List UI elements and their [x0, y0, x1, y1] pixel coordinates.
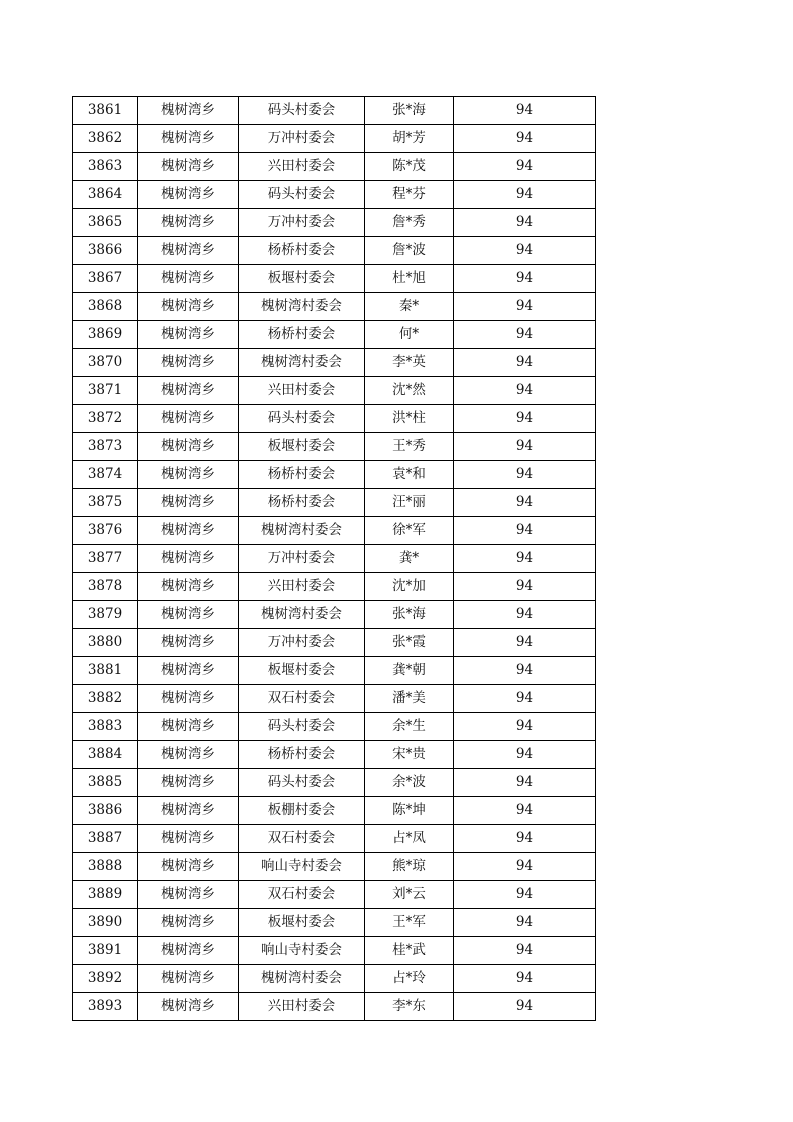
- village-committee-cell: 双石村委会: [239, 685, 365, 713]
- person-name-cell: 詹*秀: [365, 209, 454, 237]
- township-cell: 槐树湾乡: [138, 545, 239, 573]
- score-cell: 94: [454, 629, 596, 657]
- township-cell: 槐树湾乡: [138, 349, 239, 377]
- village-committee-cell: 板堰村委会: [239, 909, 365, 937]
- township-cell: 槐树湾乡: [138, 685, 239, 713]
- township-cell: 槐树湾乡: [138, 153, 239, 181]
- village-committee-cell: 槐树湾村委会: [239, 965, 365, 993]
- village-committee-cell: 槐树湾村委会: [239, 293, 365, 321]
- row-number-cell: 3865: [73, 209, 138, 237]
- score-cell: 94: [454, 433, 596, 461]
- person-name-cell: 詹*波: [365, 237, 454, 265]
- table-row: [73, 433, 596, 461]
- table-row: [73, 853, 596, 881]
- row-number-cell: 3879: [73, 601, 138, 629]
- table-row: [73, 657, 596, 685]
- village-committee-cell: 万冲村委会: [239, 629, 365, 657]
- township-cell: 槐树湾乡: [138, 993, 239, 1021]
- village-committee-cell: 双石村委会: [239, 881, 365, 909]
- table-row: [73, 321, 596, 349]
- person-name-cell: 陈*茂: [365, 153, 454, 181]
- person-name-cell: 占*凤: [365, 825, 454, 853]
- score-cell: 94: [454, 489, 596, 517]
- village-committee-cell: 杨桥村委会: [239, 237, 365, 265]
- score-cell: 94: [454, 461, 596, 489]
- village-committee-cell: 杨桥村委会: [239, 321, 365, 349]
- table-row: [73, 601, 596, 629]
- row-number-cell: 3883: [73, 713, 138, 741]
- village-committee-cell: 兴田村委会: [239, 573, 365, 601]
- person-name-cell: 占*玲: [365, 965, 454, 993]
- township-cell: 槐树湾乡: [138, 405, 239, 433]
- village-committee-cell: 槐树湾村委会: [239, 601, 365, 629]
- village-committee-cell: 板堰村委会: [239, 657, 365, 685]
- table-row: [73, 237, 596, 265]
- person-name-cell: 余*生: [365, 713, 454, 741]
- village-committee-cell: 杨桥村委会: [239, 741, 365, 769]
- table-row: [73, 825, 596, 853]
- table-row: [73, 769, 596, 797]
- score-cell: 94: [454, 237, 596, 265]
- score-cell: 94: [454, 349, 596, 377]
- table-row: [73, 125, 596, 153]
- township-cell: 槐树湾乡: [138, 293, 239, 321]
- row-number-cell: 3867: [73, 265, 138, 293]
- score-cell: 94: [454, 797, 596, 825]
- row-number-cell: 3880: [73, 629, 138, 657]
- row-number-cell: 3863: [73, 153, 138, 181]
- township-cell: 槐树湾乡: [138, 853, 239, 881]
- score-cell: 94: [454, 909, 596, 937]
- township-cell: 槐树湾乡: [138, 461, 239, 489]
- row-number-cell: 3871: [73, 377, 138, 405]
- score-cell: 94: [454, 937, 596, 965]
- row-number-cell: 3885: [73, 769, 138, 797]
- row-number-cell: 3892: [73, 965, 138, 993]
- village-committee-cell: 槐树湾村委会: [239, 517, 365, 545]
- table-row: [73, 265, 596, 293]
- township-cell: 槐树湾乡: [138, 573, 239, 601]
- village-committee-cell: 杨桥村委会: [239, 489, 365, 517]
- table-row: [73, 517, 596, 545]
- score-cell: 94: [454, 181, 596, 209]
- score-cell: 94: [454, 293, 596, 321]
- row-number-cell: 3882: [73, 685, 138, 713]
- table-row: [73, 377, 596, 405]
- person-name-cell: 张*海: [365, 601, 454, 629]
- township-cell: 槐树湾乡: [138, 237, 239, 265]
- township-cell: 槐树湾乡: [138, 937, 239, 965]
- person-name-cell: 龚*: [365, 545, 454, 573]
- village-committee-cell: 响山寺村委会: [239, 937, 365, 965]
- village-committee-cell: 兴田村委会: [239, 993, 365, 1021]
- township-cell: 槐树湾乡: [138, 909, 239, 937]
- township-cell: 槐树湾乡: [138, 601, 239, 629]
- score-cell: 94: [454, 153, 596, 181]
- township-cell: 槐树湾乡: [138, 321, 239, 349]
- score-cell: 94: [454, 601, 596, 629]
- person-name-cell: 余*波: [365, 769, 454, 797]
- person-name-cell: 徐*军: [365, 517, 454, 545]
- village-committee-cell: 万冲村委会: [239, 125, 365, 153]
- table-row: [73, 741, 596, 769]
- person-name-cell: 胡*芳: [365, 125, 454, 153]
- score-cell: 94: [454, 125, 596, 153]
- table-row: [73, 965, 596, 993]
- score-cell: 94: [454, 265, 596, 293]
- row-number-cell: 3866: [73, 237, 138, 265]
- township-cell: 槐树湾乡: [138, 265, 239, 293]
- row-number-cell: 3873: [73, 433, 138, 461]
- table-row: [73, 489, 596, 517]
- table-row: [73, 881, 596, 909]
- village-committee-cell: 码头村委会: [239, 97, 365, 125]
- row-number-cell: 3888: [73, 853, 138, 881]
- row-number-cell: 3889: [73, 881, 138, 909]
- score-cell: 94: [454, 993, 596, 1021]
- table-row: [73, 629, 596, 657]
- score-cell: 94: [454, 545, 596, 573]
- score-cell: 94: [454, 825, 596, 853]
- table-row: [73, 349, 596, 377]
- person-name-cell: 张*海: [365, 97, 454, 125]
- table-row: [73, 573, 596, 601]
- village-committee-cell: 槐树湾村委会: [239, 349, 365, 377]
- village-committee-cell: 码头村委会: [239, 181, 365, 209]
- row-number-cell: 3861: [73, 97, 138, 125]
- township-cell: 槐树湾乡: [138, 657, 239, 685]
- row-number-cell: 3876: [73, 517, 138, 545]
- table-row: [73, 993, 596, 1021]
- score-cell: 94: [454, 517, 596, 545]
- table-row: [73, 181, 596, 209]
- table-row: [73, 937, 596, 965]
- row-number-cell: 3878: [73, 573, 138, 601]
- score-cell: 94: [454, 965, 596, 993]
- person-name-cell: 潘*美: [365, 685, 454, 713]
- person-name-cell: 沈*然: [365, 377, 454, 405]
- village-committee-cell: 板棚村委会: [239, 797, 365, 825]
- score-cell: 94: [454, 657, 596, 685]
- village-committee-cell: 万冲村委会: [239, 209, 365, 237]
- row-number-cell: 3874: [73, 461, 138, 489]
- table-row: [73, 797, 596, 825]
- village-committee-cell: 兴田村委会: [239, 153, 365, 181]
- row-number-cell: 3893: [73, 993, 138, 1021]
- row-number-cell: 3887: [73, 825, 138, 853]
- village-committee-cell: 板堰村委会: [239, 433, 365, 461]
- score-cell: 94: [454, 405, 596, 433]
- person-name-cell: 桂*武: [365, 937, 454, 965]
- person-name-cell: 程*芬: [365, 181, 454, 209]
- score-cell: 94: [454, 769, 596, 797]
- village-committee-cell: 响山寺村委会: [239, 853, 365, 881]
- row-number-cell: 3869: [73, 321, 138, 349]
- township-cell: 槐树湾乡: [138, 209, 239, 237]
- township-cell: 槐树湾乡: [138, 433, 239, 461]
- score-cell: 94: [454, 713, 596, 741]
- row-number-cell: 3886: [73, 797, 138, 825]
- table-row: [73, 153, 596, 181]
- table-row: [73, 293, 596, 321]
- township-cell: 槐树湾乡: [138, 489, 239, 517]
- row-number-cell: 3870: [73, 349, 138, 377]
- score-cell: 94: [454, 853, 596, 881]
- person-name-cell: 王*军: [365, 909, 454, 937]
- roster-table: [72, 96, 596, 1021]
- village-committee-cell: 万冲村委会: [239, 545, 365, 573]
- score-cell: 94: [454, 881, 596, 909]
- township-cell: 槐树湾乡: [138, 825, 239, 853]
- score-cell: 94: [454, 573, 596, 601]
- table-row: [73, 209, 596, 237]
- township-cell: 槐树湾乡: [138, 377, 239, 405]
- table-row: [73, 461, 596, 489]
- person-name-cell: 张*霞: [365, 629, 454, 657]
- score-cell: 94: [454, 685, 596, 713]
- row-number-cell: 3875: [73, 489, 138, 517]
- township-cell: 槐树湾乡: [138, 769, 239, 797]
- person-name-cell: 熊*琼: [365, 853, 454, 881]
- table-row: [73, 713, 596, 741]
- township-cell: 槐树湾乡: [138, 965, 239, 993]
- village-committee-cell: 双石村委会: [239, 825, 365, 853]
- table-row: [73, 909, 596, 937]
- person-name-cell: 洪*柱: [365, 405, 454, 433]
- person-name-cell: 何*: [365, 321, 454, 349]
- person-name-cell: 袁*和: [365, 461, 454, 489]
- row-number-cell: 3890: [73, 909, 138, 937]
- table-row: [73, 685, 596, 713]
- person-name-cell: 龚*朝: [365, 657, 454, 685]
- score-cell: 94: [454, 741, 596, 769]
- row-number-cell: 3877: [73, 545, 138, 573]
- person-name-cell: 杜*旭: [365, 265, 454, 293]
- person-name-cell: 王*秀: [365, 433, 454, 461]
- table-row: [73, 545, 596, 573]
- person-name-cell: 宋*贵: [365, 741, 454, 769]
- score-cell: 94: [454, 97, 596, 125]
- person-name-cell: 汪*丽: [365, 489, 454, 517]
- score-cell: 94: [454, 321, 596, 349]
- row-number-cell: 3862: [73, 125, 138, 153]
- score-cell: 94: [454, 377, 596, 405]
- village-committee-cell: 兴田村委会: [239, 377, 365, 405]
- row-number-cell: 3864: [73, 181, 138, 209]
- table-row: [73, 405, 596, 433]
- score-cell: 94: [454, 209, 596, 237]
- township-cell: 槐树湾乡: [138, 797, 239, 825]
- roster-table-body: [73, 97, 596, 1021]
- person-name-cell: 李*东: [365, 993, 454, 1021]
- township-cell: 槐树湾乡: [138, 97, 239, 125]
- village-committee-cell: 码头村委会: [239, 713, 365, 741]
- village-committee-cell: 杨桥村委会: [239, 461, 365, 489]
- table-row: [73, 97, 596, 125]
- person-name-cell: 李*英: [365, 349, 454, 377]
- person-name-cell: 陈*坤: [365, 797, 454, 825]
- township-cell: 槐树湾乡: [138, 741, 239, 769]
- village-committee-cell: 码头村委会: [239, 405, 365, 433]
- township-cell: 槐树湾乡: [138, 713, 239, 741]
- row-number-cell: 3881: [73, 657, 138, 685]
- village-committee-cell: 码头村委会: [239, 769, 365, 797]
- township-cell: 槐树湾乡: [138, 517, 239, 545]
- row-number-cell: 3884: [73, 741, 138, 769]
- row-number-cell: 3872: [73, 405, 138, 433]
- row-number-cell: 3868: [73, 293, 138, 321]
- village-committee-cell: 板堰村委会: [239, 265, 365, 293]
- person-name-cell: 沈*加: [365, 573, 454, 601]
- township-cell: 槐树湾乡: [138, 881, 239, 909]
- township-cell: 槐树湾乡: [138, 181, 239, 209]
- row-number-cell: 3891: [73, 937, 138, 965]
- township-cell: 槐树湾乡: [138, 125, 239, 153]
- township-cell: 槐树湾乡: [138, 629, 239, 657]
- person-name-cell: 秦*: [365, 293, 454, 321]
- person-name-cell: 刘*云: [365, 881, 454, 909]
